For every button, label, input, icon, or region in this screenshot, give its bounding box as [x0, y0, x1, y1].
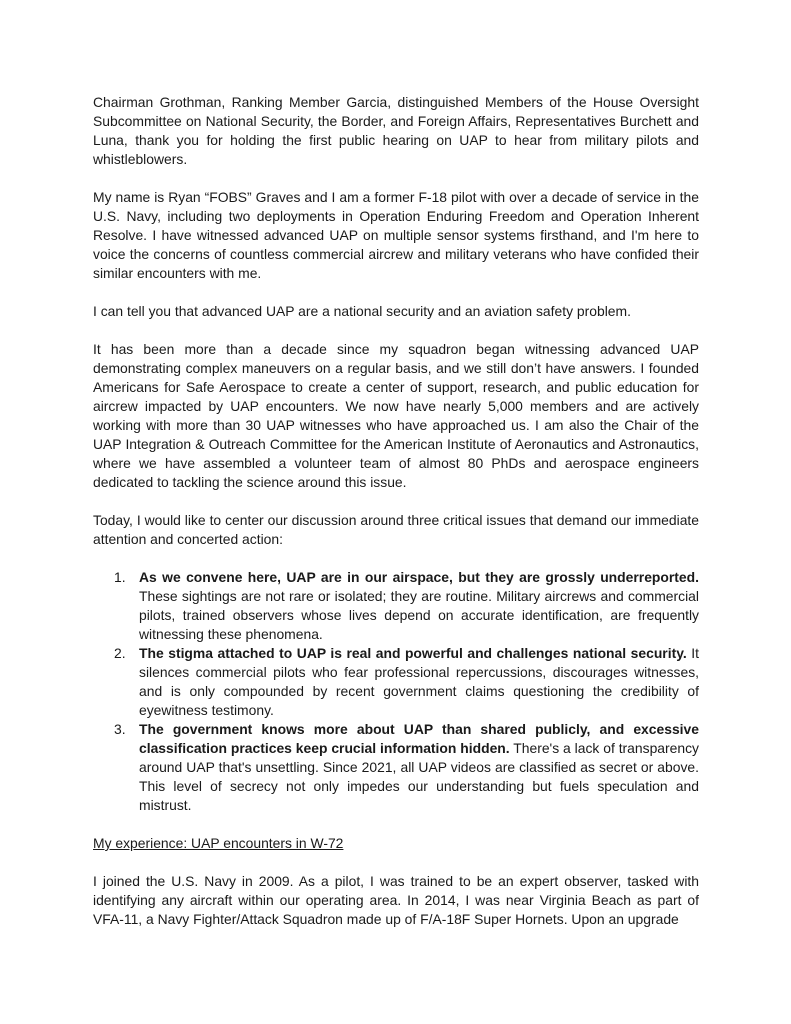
paragraph-experience: I joined the U.S. Navy in 2009. As a pilot, I was trained to be an expert observer, tasked with identifying any aircraft within our operating area. In 2014, I was near Virginia Beach as part of VFA-11, a Navy Fighter/Attack Squadron made up of F/A-18F Super Hornets. Upon an upgrade: [93, 873, 699, 927]
document-body: [93, 93, 699, 948]
list-item-bold-text: The stigma attached to UAP is real and powerful and challenges national security.: [139, 645, 687, 661]
list-item-text: These sightings are not rare or isolated; they are routine. Military aircrews and commercial pilots, trained observers whose lives depend on accurate identification, are frequently witnessing these phenomena.: [139, 588, 699, 642]
paragraph-issues-intro: Today, I would like to center our discussion around three critical issues that demand our immediate attention and concerted action:: [93, 512, 699, 547]
list-item: [114, 568, 699, 644]
list-item-number: 1.: [114, 569, 126, 585]
list-item-text: It silences commercial pilots who fear professional repercussions, discourages witnesses, and is only compounded by recent government claims questioning the credibility of eyewitness testimony.: [139, 645, 700, 718]
list-item-number: 2.: [114, 645, 126, 661]
paragraph-greeting: Chairman Grothman, Ranking Member Garcia, distinguished Members of the House Oversight Subcommittee on National Security, the Border, and Foreign Affairs, Representatives Burchett and Luna, thank you for holding the first public hearing on UAP to hear from military pilots and whistleblowers.: [93, 94, 699, 167]
list-item-bold-text: The government knows more about UAP than shared publicly, and excessive classification practices keep crucial information hidden.: [139, 721, 699, 756]
section-heading: My experience: UAP encounters in W-72: [93, 835, 344, 851]
list-item-bold-text: As we convene here, UAP are in our airspace, but they are grossly underreported.: [139, 569, 699, 585]
paragraph-background: It has been more than a decade since my squadron began witnessing advanced UAP demonstrating complex maneuvers on a regular basis, and we still don’t have answers. I founded Americans for Safe Aerospace to create a center of support, research, and public education for aircrew impacted by UAP encounters. We now have nearly 5,000 members and are actively working with more than 30 UAP witnesses who have approached us. I am also the Chair of the UAP Integration & Outreach Committee for the American Institute of Aeronautics and Astronautics, where we have assembled a volunteer team of almost 80 PhDs and aerospace engineers dedicated to tackling the science around this issue.: [93, 341, 699, 490]
list-item: [114, 720, 699, 815]
issues-list: [93, 568, 699, 815]
list-item: [114, 644, 700, 720]
list-item-number: 3.: [114, 721, 126, 737]
paragraph-thesis: I can tell you that advanced UAP are a national security and an aviation safety problem.: [93, 303, 631, 319]
list-item-text: There's a lack of transparency around UAP that's unsettling. Since 2021, all UAP videos are classified as secret or above. This level of secrecy not only impedes our understanding but fuels speculation and mistrust.: [139, 740, 699, 813]
paragraph-introduction: My name is Ryan “FOBS” Graves and I am a former F-18 pilot with over a decade of service in the U.S. Navy, including two deployments in Operation Enduring Freedom and Operation Inherent Resolve. I have witnessed advanced UAP on multiple sensor systems firsthand, and I'm here to voice the concerns of countless commercial aircrew and military veterans who have confided their similar encounters with me.: [93, 189, 699, 281]
